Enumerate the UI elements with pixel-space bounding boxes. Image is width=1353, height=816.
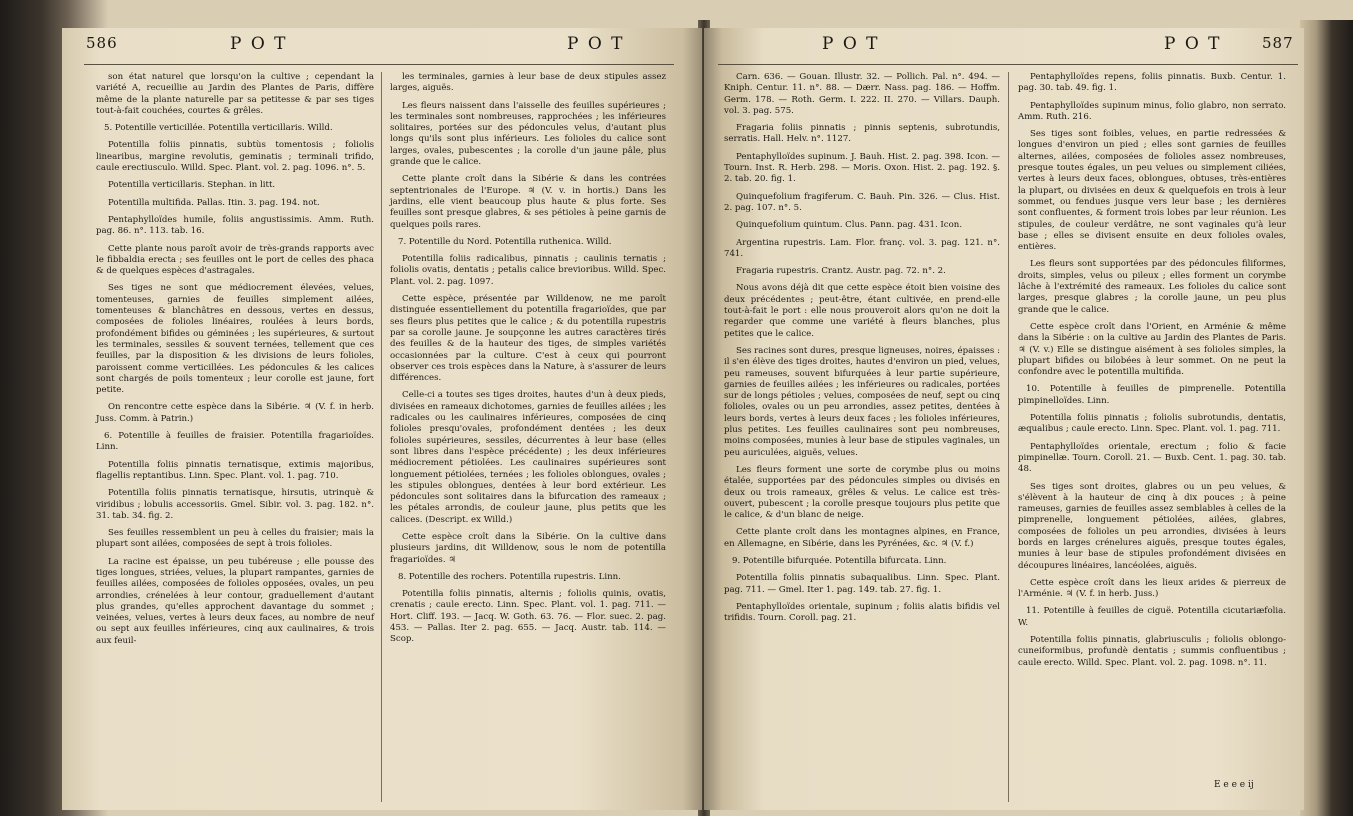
paragraph: 11. Potentille à feuilles de ciguë. Potentilla cicutariæfolia. W. — [1018, 606, 1286, 628]
paragraph: La racine est épaisse, un peu tubéreuse ; elle pousse des tiges longues, striées, velues, la plupart rampantes, garnies de feuilles ailées, composées de folioles opposées, ovales, un peu arrondies, crénelées à leur contour, graduellement d'autant plus grandes, qu'elles approchent davantage du sommet ; veinées, velues, vertes à leurs deux faces, au nombre de neuf ou sept aux feuilles inférieures, cinq aux caulinaires, & trois aux feuil- — [96, 556, 374, 646]
page-edge — [1300, 20, 1353, 816]
running-head-right-2: P O T — [1164, 34, 1222, 54]
paragraph: Pentaphylloïdes orientale, supinum ; foliis alatis bifidis vel trifidis. Tourn. Coroll. pag. 21. — [724, 601, 1000, 624]
paragraph: Ses tiges ne sont que médiocrement élevées, velues, tomenteuses, garnies de feuilles simplement ailées, tomenteuses & blanchâtres en dessous, vertes en dessus, composées de folioles linéaires, roulées à leurs bords, profondément bifides ou géminées ; les supérieures, & surtout les terminales, sessiles & souvent ternées, tellement que ces feuilles, par la disposition & les divisions de leurs folioles, paroissent comme verticillées. Les pédoncules & les calices sont chargés de poils tomenteux ; leur corolle est jaune, fort petite. — [96, 283, 374, 396]
paragraph: Potentilla foliis pinnatis subaqualibus. Linn. Spec. Plant. pag. 711. — Gmel. Iter 1. pag. 149. tab. 27. fig. 1. — [724, 573, 1000, 595]
paragraph: 5. Potentille verticillée. Potentilla verticillaris. Willd. — [104, 123, 333, 134]
paragraph: Cette espèce, présentée par Willdenow, ne me paroît distinguée essentiellement du potentilla fragarioïdes, que par ses fleurs plus petites que le calice ; & du potentilla rupestris par sa corolle jaune. Je soupçonne les autres caractères tirés des feuilles & de la hauteur des tiges, de simples variétés occasionnées par la culture. C'est à ceux qui pourront observer ces trois espèces dans la Nature, à s'assurer de leurs différences. — [390, 294, 666, 384]
right-page — [704, 28, 1304, 810]
paragraph: Pentaphylloïdes orientale, erectum ; folio & facie pimpinellæ. Tourn. Coroll. 21. — Buxb. Cent. 1. pag. 30. tab. 48. — [1018, 441, 1286, 475]
left-page — [62, 28, 702, 810]
right-running-head — [704, 34, 1304, 56]
paragraph: Quinquefolium fragiferum. C. Bauh. Pin. 326. — Clus. Hist. 2. pag. 107. n°. 5. — [724, 191, 1000, 213]
paragraph: Fragaria rupestris. Crantz. Austr. pag. 72. n°. 2. — [736, 266, 946, 277]
paragraph: Cette plante nous paroît avoir de très-grands rapports avec le fibbaldia erecta ; ses feuilles ont le port de celles des phaca & de quelques espèces d'astragales. — [96, 243, 374, 277]
paragraph: Les fleurs sont supportées par des pédoncules filiformes, droits, simples, velus ou pileux ; elles forment un corymbe lâche à l'extrémité des rameaux. Les folioles du calice sont larges, presque glabres ; la corolle jaune, un peu plus grande que le calice. — [1018, 259, 1286, 315]
paragraph: Les fleurs forment une sorte de corymbe plus ou moins étalée, supportées par des pédoncules simples ou divisés en deux ou trois rameaux, grêles & velus. Le calice est très-ouvert, pubescent ; la corolle presque toujours plus petite que le calice, & d'un blanc de neige. — [724, 464, 1000, 521]
column-divider — [1008, 72, 1009, 802]
paragraph: Celle-ci a toutes ses tiges droites, hautes d'un à deux pieds, divisées en rameaux dichotomes, garnies de feuilles ailées ; les radicales ou les caulinaires inférieures, composées de cinq folioles presqu'ovales, profondément dentées ; les deux folioles supérieures, sessiles, décurrentes à leur base (elles sont libres dans l'espèce précédente) ; les deux inférieures médiocrement pétiolées. Les caulinaires supérieures sont longuement pétiolées, ternées ; les folioles oblongues, ovales ; les stipules oblongues, dentées à leur bord extérieur. Les pédoncules sont solitaires dans la bifurcation des rameaux ; les pétales arrondis, de couleur jaune, plus petits que les calices. (Descript. ex Willd.) — [390, 390, 666, 525]
paragraph: Pentaphylloïdes supinum. J. Bauh. Hist. 2. pag. 398. Icon. — Tourn. Inst. R. Herb. 298. — Moris. Oxon. Hist. 2. pag. 192. §. 2. tab. 20. fig. 1. — [724, 151, 1000, 185]
page-number-right: 587 — [1262, 34, 1294, 52]
paragraph: Potentilla foliis pinnatis, glabriusculis ; foliolis oblongo-cuneiformibus, profundè dentatis ; summis confluentibus ; caule erecto. Willd. Spec. Plant. vol. 2. pag. 1098. n°. 11. — [1018, 635, 1286, 668]
paragraph: Potentilla foliis pinnatis ternatisque, extimis majoribus, flagellis reptantibus. Linn. Spec. Plant. vol. 1. pag. 710. — [96, 459, 374, 481]
paragraph: Pentaphylloïdes supinum minus, folio glabro, non serrato. Amm. Ruth. 216. — [1018, 100, 1286, 122]
paragraph: 6. Potentille à feuilles de fraisier. Potentilla fragarioïdes. Linn. — [96, 431, 374, 453]
paragraph: les terminales, garnies à leur base de deux stipules assez larges, aiguës. — [390, 72, 666, 94]
paragraph: 7. Potentille du Nord. Potentilla ruthenica. Willd. — [398, 236, 612, 247]
page-number-left: 586 — [86, 34, 118, 52]
paragraph: Cette plante croît dans les montagnes alpines, en France, en Allemagne, en Sibérie, dans les Pyrénées, &c. ♃ (V. f.) — [724, 527, 1000, 549]
left-running-head — [62, 34, 702, 56]
paragraph: son état naturel que lorsqu'on la cultive ; cependant la variété A, recueillie au Jardin des Plantes de Paris, diffère même de la plante naturelle par sa petitesse & par ses tiges tout-à-fait couchées, courtes & grêles. — [96, 72, 374, 116]
paragraph: 8. Potentille des rochers. Potentilla rupestris. Linn. — [398, 571, 621, 582]
left-column-2 — [390, 72, 666, 652]
paragraph: Ses tiges sont foibles, velues, en partie redressées & longues d'environ un pied ; elles sont garnies de feuilles alternes, ailées, composées de folioles assez nombreuses, presque toutes égales, un peu velues ou simplement ciliées, vertes à leurs deux faces, oblongues, obtuses, très-entières la plupart, ou divisées en deux & quelquefois en trois à leur sommet, ou fendues jusque vers leur base ; les dernières sont confluentes, & forment trois lobes par leur réunion. Les stipules, de couleur verdâtre, ne sont vaginales qu'à leur base ; elles se divisent ensuite en deux folioles ovales, entières. — [1018, 129, 1286, 253]
paragraph: Cette espèce croît dans l'Orient, en Arménie & même dans la Sibérie : on la cultive au Jardin des Plantes de Paris. ♃ (V. v.) Elle se distingue aisément à ses folioles simples, la plupart bifides ou bilobées à leur sommet. On ne peut la confondre avec le potentilla multifida. — [1018, 321, 1286, 378]
head-rule — [718, 64, 1298, 65]
paragraph: Fragaria foliis pinnatis ; pinnis septenis, subrotundis, serratis. Hall. Helv. n°. 1127. — [724, 123, 1000, 145]
paragraph: 10. Potentille à feuilles de pimprenelle. Potentilla pimpinelloïdes. Linn. — [1018, 384, 1286, 406]
paragraph: On rencontre cette espèce dans la Sibérie. ♃ (V. f. in herb. Juss. Comm. à Patrin.) — [96, 402, 374, 424]
paragraph: Cette espèce croît dans les lieux arides & pierreux de l'Arménie. ♃ (V. f. in herb. Juss.) — [1018, 577, 1286, 600]
paragraph: Carn. 636. — Gouan. Illustr. 32. — Pollich. Pal. n°. 494. — Kniph. Centur. 11. n°. 88. — Dærr. Nass. pag. 186. — Hoffm. Germ. 178. — Roth. Germ. I. 222. II. 270. — Villars. Dauph. vol. 3. pag. 575. — [724, 72, 1000, 116]
paragraph: 9. Potentille bifurquée. Potentilla bifurcata. Linn. — [732, 555, 947, 566]
head-rule — [84, 64, 674, 65]
paragraph: Argentina rupestris. Lam. Flor. franç. vol. 3. pag. 121. n°. 741. — [724, 237, 1000, 259]
column-divider — [381, 72, 382, 802]
paragraph: Cette plante croît dans la Sibérie & dans les contrées septentrionales de l'Europe. ♃ (V. v. in hortis.) Dans les jardins, elle vient beaucoup plus haute & plus forte. Ses feuilles sont presque glabres, & ses pétioles à peine garnis de quelques poils rares. — [390, 174, 666, 230]
running-head-right-1: P O T — [822, 34, 880, 54]
paragraph: Potentilla multifida. Pallas. Itin. 3. pag. 194. not. — [108, 197, 320, 208]
right-column-1 — [724, 72, 1000, 630]
paragraph: Ses tiges sont droites, glabres ou un peu velues, & s'élèvent à la hauteur de cinq à dix pouces ; à peine rameuses, garnies de feuilles assez semblables à celles de la pimprenelle, longuement pétiolées, ailées, glabres, composées de folioles un peu arrondies, divisées à leurs bords en larges crénelures aiguës, presque toutes égales, munies à leur base de stipules profondément divisées en découpures linéaires, lancéolées, aiguës. — [1018, 481, 1286, 571]
signature-mark: E e e e ij — [1214, 780, 1254, 790]
paragraph: Potentilla foliis pinnatis, subtùs tomentosis ; foliolis linearibus, margine revolutis, geminatis ; terminali trifido, caule erectiusculo. Willd. Spec. Plant. vol. 2. pag. 1096. n°. 5. — [96, 140, 374, 174]
paragraph: Potentilla foliis pinnatis ; foliolis subrotundis, dentatis, æqualibus ; caule erecto. Linn. Spec. Plant. vol. 1. pag. 711. — [1018, 413, 1286, 435]
paragraph: Ses feuilles ressemblent un peu à celles du fraisier; mais la plupart sont ailées, composées de sept à trois folioles. — [96, 528, 374, 550]
paragraph: Ses racines sont dures, presque ligneuses, noires, épaisses : il s'en élève des tiges droites, hautes d'environ un pied, velues, peu rameuses, souvent bifurquées à leur partie supérieure, garnies de feuilles ailées ; les inférieures ou radicales, portées sur de longs pétioles ; velues, composées de neuf, sept ou cinq folioles, ovales ou un peu arrondies, assez petites, dentées à leurs bords, vertes à leurs deux faces ; les folioles inférieures, plus petites. Les feuilles caulinaires sont peu nombreuses, moins composées, munies à leur base de stipules vaginales, un peu auriculées, aiguës, velues. — [724, 345, 1000, 458]
paragraph: Pentaphylloïdes humile, foliis angustissimis. Amm. Ruth. pag. 86. n°. 113. tab. 16. — [96, 214, 374, 237]
paragraph: Les fleurs naissent dans l'aisselle des feuilles supérieures ; les terminales sont nombreuses, rapprochées ; les inférieures solitaires, portées sur des pédoncules velus, d'autant plus longs qu'ils sont plus inférieurs. Les folioles du calice sont larges, ovales, pubescentes ; la corolle d'un jaune pâle, plus grande que le calice. — [390, 100, 666, 168]
paragraph: Quinquefolium quintum. Clus. Pann. pag. 431. Icon. — [736, 220, 963, 231]
left-column-1 — [96, 72, 374, 653]
paragraph: Potentilla foliis pinnatis, alternis ; foliolis quinis, ovatis, crenatis ; caule erecto. Linn. Spec. Plant. vol. 1. pag. 711. — Hort. Cliff. 193. — Jacq. W. Goth. 63. 76. — Flor. suec. 2. pag. 453. — Pallas. Iter 2. pag. 655. — Jacq. Austr. tab. 114. — Scop. — [390, 589, 666, 645]
paragraph: Nous avons déjà dit que cette espèce étoit bien voisine des deux précédentes ; peut-être, étant cultivée, en prend-elle tout-à-fait le port : elle nous prouveroit alors qu'on ne doit la regarder que comme une variété à fleurs blanches, plus petites que le calice. — [724, 283, 1000, 339]
running-head-left-2: P O T — [567, 34, 625, 54]
paragraph: Potentilla foliis pinnatis ternatisque, hirsutis, utrinquè & viridibus ; lobulis accessoriis. Gmel. Sibir. vol. 3. pag. 182. n°. 31. tab. 34. fig. 2. — [96, 488, 374, 521]
running-head-left-1: P O T — [230, 34, 288, 54]
paragraph: Potentilla foliis radicalibus, pinnatis ; caulinis ternatis ; foliolis ovatis, dentatis ; petalis calice brevioribus. Willd. Spec. Plant. vol. 2. pag. 1097. — [390, 254, 666, 287]
right-column-2 — [1018, 72, 1286, 675]
paragraph: Pentaphylloïdes repens, foliis pinnatis. Buxb. Centur. 1. pag. 30. tab. 49. fig. 1. — [1018, 72, 1286, 94]
paragraph: Cette espèce croît dans la Sibérie. On la cultive dans plusieurs jardins, dit Willdenow, sous le nom de potentilla fragarioïdes. ♃ — [390, 531, 666, 565]
paragraph: Potentilla verticillaris. Stephan. in litt. — [108, 180, 276, 191]
